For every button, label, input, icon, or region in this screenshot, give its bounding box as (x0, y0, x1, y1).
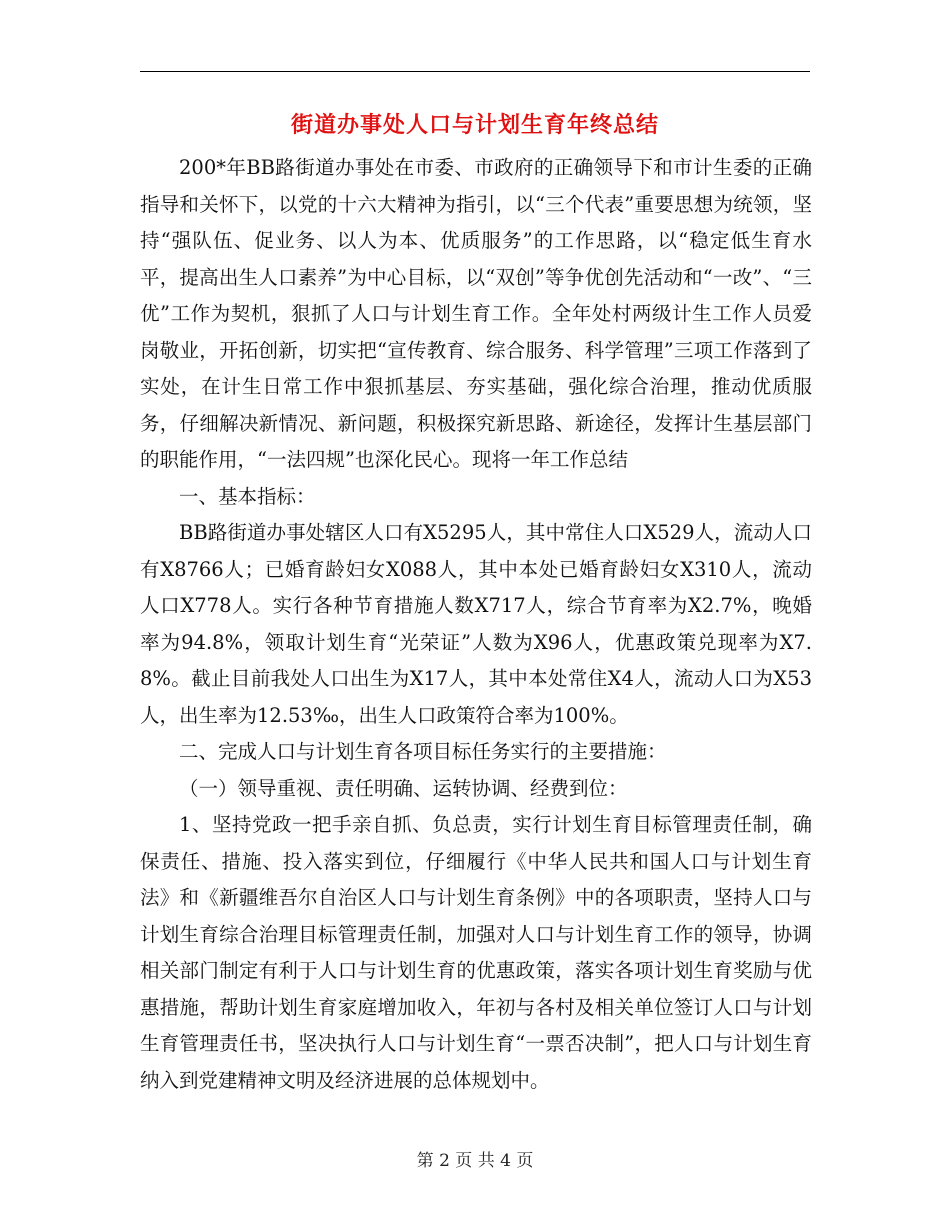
section-heading-main-measures: 二、完成人口与计划生育各项目标任务实行的主要措施： (179, 740, 667, 763)
document-body (140, 150, 812, 1099)
measure-paragraph-1: 1、坚持党政一把手亲自抓、负总责，实行计划生育目标管理责任制，确保责任、措施、投入落实到位，仔细履行《中华人民共和国人口与计划生育法》和《新疆维吾尔自治区人口与计划生育条例》中的各项职责，坚持人口与计划生育综合治理目标管理责任制，加强对人口与计划生育工作的领导，协调相关部门制定有利于人口与计划生育的优惠政策，落实各项计划生育奖励与优惠措施，帮助计划生育家庭增加收入，年初与各村及相关单位签订人口与计划生育管理责任书，坚决执行人口与计划生育“一票否决制”，把人口与计划生育纳入到党建精神文明及经济进展的总体规划中。 (140, 813, 812, 1092)
intro-paragraph: 200*年BB路街道办事处在市委、市政府的正确领导下和市计生委的正确指导和关怀下，以党的十六大精神为指引，以“三个代表”重要思想为统领，坚持“强队伍、促业务、以人为本、优质服务”的工作思路，以“稳定低生育水平，提高出生人口素养”为中心目标，以“双创”等争优创先活动和“一改”、“三优”工作为契机，狠抓了人口与计划生育工作。全年处村两级计生工作人员爱岗敬业，开拓创新，切实把“宣传教育、综合服务、科学管理”三项工作落到了实处，在计生日常工作中狠抓基层、夯实基础，强化综合治理，推动优质服务，仔细解决新情况、新问题，积极探究新思路、新途径，发挥计生基层部门的职能作用，“一法四规”也深化民心。现将一年工作总结 (140, 156, 812, 471)
indicators-paragraph: BB路街道办事处辖区人口有X5295人，其中常住人口X529人，流动人口有X8766人；已婚育龄妇女X088人，其中本处已婚育龄妇女X310人，流动人口X778人。实行各种节育措施人数X717人，综合节育率为X2.7%，晚婚率为94.8%，领取计划生育“光荣证”人数为X96人，优惠政策兑现率为X7.8%。截止目前我处人口出生为X17人，其中本处常住X4人，流动人口为X53人，出生率为12.53‰，出生人口政策符合率为100%。 (140, 521, 812, 727)
page-number-footer: 第 2 页 共 4 页 (416, 1151, 534, 1171)
subsection-heading-leadership: （一）领导重视、责任明确、运转协调、经费到位： (179, 776, 628, 800)
document-title: 街道办事处人口与计划生育年终总结 (290, 112, 659, 138)
header-rule (140, 71, 810, 72)
section-heading-basic-indicators: 一、基本指标： (179, 484, 316, 508)
